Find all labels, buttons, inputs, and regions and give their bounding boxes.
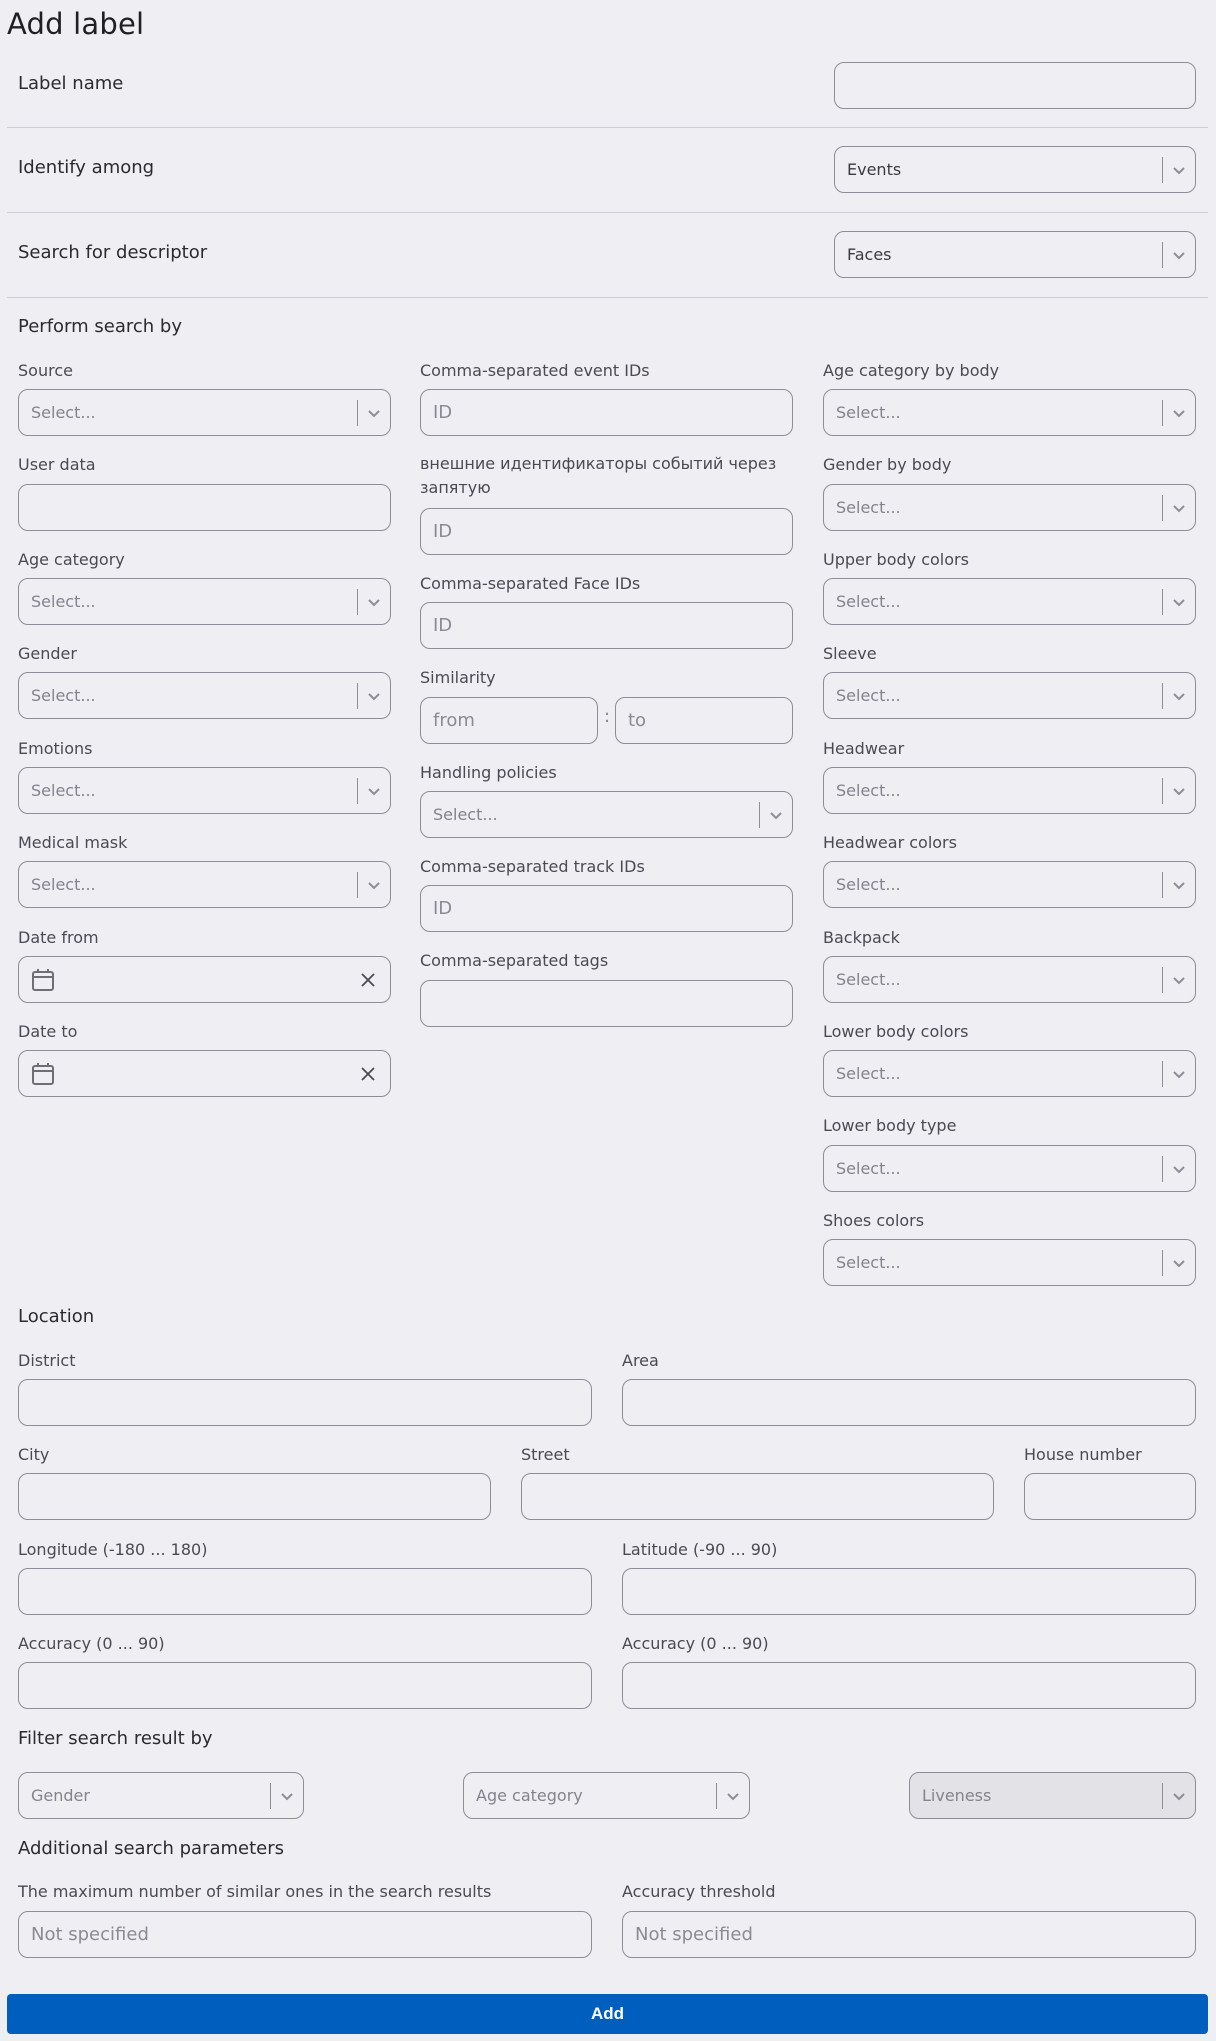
chevron-down-icon[interactable]	[1163, 768, 1195, 813]
chevron-down-icon[interactable]	[1163, 1146, 1195, 1191]
shoes-colors-label: Shoes colors	[823, 1211, 925, 1230]
label-name-input[interactable]	[834, 62, 1196, 109]
user-data-input[interactable]	[18, 484, 391, 531]
latitude-accuracy-input[interactable]	[622, 1662, 1196, 1709]
age-category-by-body-label: Age category by body	[823, 361, 1000, 380]
identify-among-select[interactable]: Events	[834, 146, 1196, 193]
handling-policies-label: Handling policies	[420, 763, 557, 782]
chevron-down-icon[interactable]	[760, 792, 792, 837]
chevron-down-icon[interactable]	[1163, 485, 1195, 530]
chevron-down-icon[interactable]	[358, 673, 390, 718]
longitude-input[interactable]	[18, 1568, 592, 1615]
upper-body-colors-label: Upper body colors	[823, 550, 969, 569]
date-from-picker[interactable]	[18, 956, 391, 1003]
page-title: Add label	[7, 7, 145, 41]
date-from-label: Date from	[18, 928, 99, 947]
event-ids-input[interactable]: ID	[420, 389, 793, 436]
lower-body-colors-label: Lower body colors	[823, 1022, 969, 1041]
chevron-down-icon[interactable]	[1163, 147, 1195, 192]
upper-body-colors-select[interactable]: Select...	[823, 578, 1196, 625]
clear-icon[interactable]	[346, 1067, 390, 1081]
clear-icon[interactable]	[346, 973, 390, 987]
district-input[interactable]	[18, 1379, 592, 1426]
handling-policies-select[interactable]: Select...	[420, 791, 793, 838]
tags-label: Comma-separated tags	[420, 951, 609, 970]
headwear-colors-select[interactable]: Select...	[823, 861, 1196, 908]
add-button[interactable]: Add	[7, 1994, 1208, 2034]
filter-liveness-select: Liveness	[909, 1772, 1196, 1819]
external-ids-input[interactable]: ID	[420, 508, 793, 555]
filter-title: Filter search result by	[18, 1728, 213, 1749]
medical-mask-label: Medical mask	[18, 833, 128, 852]
shoes-colors-select[interactable]: Select...	[823, 1239, 1196, 1286]
chevron-down-icon[interactable]	[1163, 673, 1195, 718]
chevron-down-icon[interactable]	[1163, 1051, 1195, 1096]
backpack-select[interactable]: Select...	[823, 956, 1196, 1003]
district-label: District	[18, 1351, 76, 1370]
chevron-down-icon[interactable]	[358, 390, 390, 435]
event-ids-label: Comma-separated event IDs	[420, 361, 650, 380]
max-similar-label: The maximum number of similar ones in the search results	[18, 1882, 492, 1901]
chevron-down-icon[interactable]	[1163, 579, 1195, 624]
chevron-down-icon[interactable]	[1163, 1240, 1195, 1285]
latitude-label: Latitude (-90 ... 90)	[622, 1540, 778, 1559]
face-ids-input[interactable]: ID	[420, 602, 793, 649]
tags-input[interactable]	[420, 980, 793, 1027]
chevron-down-icon	[1163, 1773, 1195, 1818]
house-number-label: House number	[1024, 1445, 1142, 1464]
user-data-label: User data	[18, 455, 96, 474]
chevron-down-icon[interactable]	[271, 1773, 303, 1818]
filter-age-category-select[interactable]: Age category	[463, 1772, 750, 1819]
lower-body-type-label: Lower body type	[823, 1116, 957, 1135]
headwear-label: Headwear	[823, 739, 905, 758]
date-to-label: Date to	[18, 1022, 78, 1041]
external-ids-label: внешние идентификаторы событий через запятую	[420, 454, 777, 497]
latitude-input[interactable]	[622, 1568, 1196, 1615]
area-label: Area	[622, 1351, 659, 1370]
similarity-from-input[interactable]: from	[420, 697, 598, 744]
emotions-select[interactable]: Select...	[18, 767, 391, 814]
age-category-select[interactable]: Select...	[18, 578, 391, 625]
max-similar-input[interactable]: Not specified	[18, 1911, 592, 1958]
sleeve-select[interactable]: Select...	[823, 672, 1196, 719]
chevron-down-icon[interactable]	[358, 862, 390, 907]
chevron-down-icon[interactable]	[358, 579, 390, 624]
divider	[7, 127, 1208, 128]
accuracy-threshold-input[interactable]: Not specified	[622, 1911, 1196, 1958]
divider	[7, 212, 1208, 213]
street-input[interactable]	[521, 1473, 994, 1520]
headwear-select[interactable]: Select...	[823, 767, 1196, 814]
headwear-colors-label: Headwear colors	[823, 833, 957, 852]
chevron-down-icon[interactable]	[358, 768, 390, 813]
calendar-icon[interactable]	[19, 1062, 59, 1086]
similarity-label: Similarity	[420, 668, 496, 687]
latitude-accuracy-label: Accuracy (0 ... 90)	[622, 1634, 769, 1653]
similarity-to-input[interactable]: to	[615, 697, 793, 744]
longitude-accuracy-input[interactable]	[18, 1662, 592, 1709]
source-label: Source	[18, 361, 73, 380]
face-ids-label: Comma-separated Face IDs	[420, 574, 641, 593]
emotions-label: Emotions	[18, 739, 93, 758]
filter-gender-select[interactable]: Gender	[18, 1772, 304, 1819]
gender-select[interactable]: Select...	[18, 672, 391, 719]
perform-search-title: Perform search by	[18, 316, 182, 337]
street-label: Street	[521, 1445, 570, 1464]
longitude-label: Longitude (-180 ... 180)	[18, 1540, 208, 1559]
additional-params-title: Additional search parameters	[18, 1838, 285, 1859]
sleeve-label: Sleeve	[823, 644, 877, 663]
city-input[interactable]	[18, 1473, 491, 1520]
search-descriptor-label: Search for descriptor	[18, 242, 208, 263]
chevron-down-icon[interactable]	[1163, 862, 1195, 907]
house-number-input[interactable]	[1024, 1473, 1196, 1520]
track-ids-label: Comma-separated track IDs	[420, 857, 645, 876]
calendar-icon[interactable]	[19, 968, 59, 992]
accuracy-threshold-label: Accuracy threshold	[622, 1882, 776, 1901]
age-category-by-body-select[interactable]: Select...	[823, 389, 1196, 436]
lower-body-colors-select[interactable]: Select...	[823, 1050, 1196, 1097]
gender-label: Gender	[18, 644, 77, 663]
city-label: City	[18, 1445, 50, 1464]
longitude-accuracy-label: Accuracy (0 ... 90)	[18, 1634, 165, 1653]
chevron-down-icon[interactable]	[1163, 390, 1195, 435]
identify-among-label: Identify among	[18, 157, 155, 178]
search-descriptor-select[interactable]: Faces	[834, 231, 1196, 278]
chevron-down-icon[interactable]	[1163, 957, 1195, 1002]
gender-by-body-select[interactable]: Select...	[823, 484, 1196, 531]
gender-by-body-label: Gender by body	[823, 455, 952, 474]
source-select[interactable]: Select...	[18, 389, 391, 436]
divider	[7, 297, 1208, 298]
chevron-down-icon[interactable]	[717, 1773, 749, 1818]
date-to-picker[interactable]	[18, 1050, 391, 1097]
age-category-label: Age category	[18, 550, 125, 569]
track-ids-input[interactable]: ID	[420, 885, 793, 932]
label-name-label: Label name	[18, 73, 124, 94]
location-title: Location	[18, 1306, 95, 1327]
area-input[interactable]	[622, 1379, 1196, 1426]
similarity-separator: :	[604, 706, 611, 727]
backpack-label: Backpack	[823, 928, 900, 947]
chevron-down-icon[interactable]	[1163, 232, 1195, 277]
lower-body-type-select[interactable]: Select...	[823, 1145, 1196, 1192]
medical-mask-select[interactable]: Select...	[18, 861, 391, 908]
